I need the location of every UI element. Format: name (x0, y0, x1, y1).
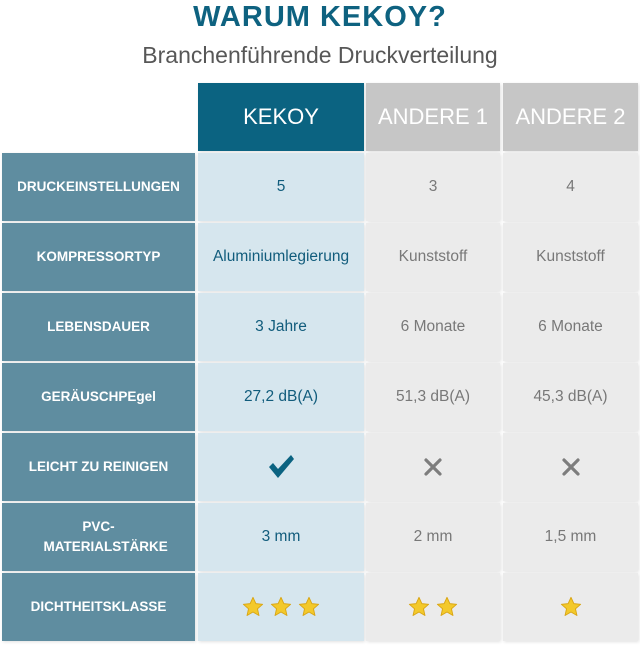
cell-andere1-dichtheitsklasse (366, 573, 500, 641)
cell-andere2-pvc-materialstaerke: 1,5 mm (503, 503, 638, 571)
cell-andere1-kompressortyp: Kunststoff (366, 223, 500, 291)
star-icon (408, 596, 430, 618)
page-title: WARUM KEKOY? (193, 1, 447, 33)
star-rating (242, 596, 320, 618)
row-label-geraeuschpegel: GERÄUSCHPEgel (2, 363, 195, 431)
cross-icon (562, 458, 580, 476)
row-label-kompressortyp: KOMPRESSORTYP (2, 223, 195, 291)
cell-kekoy-kompressortyp: Aluminiumlegierung (198, 223, 364, 291)
cell-andere2-leicht-zu-reinigen (503, 433, 638, 501)
cell-andere1-geraeuschpegel: 51,3 dB(A) (366, 363, 500, 431)
star-icon (298, 596, 320, 618)
column-header-kekoy: KEKOY (198, 83, 364, 151)
star-icon (270, 596, 292, 618)
row-label-leicht-zu-reinigen: LEICHT ZU REINIGEN (2, 433, 195, 501)
row-label-druckeinstellungen: DRUCKEINSTELLUNGEN (2, 153, 195, 221)
cell-kekoy-druckeinstellungen: 5 (198, 153, 364, 221)
cell-andere1-lebensdauer: 6 Monate (366, 293, 500, 361)
row-label-text: PVC-MATERIALSTÄRKE (43, 519, 168, 554)
cell-andere1-pvc-materialstaerke: 2 mm (366, 503, 500, 571)
cell-kekoy-lebensdauer: 3 Jahre (198, 293, 364, 361)
star-icon (242, 596, 264, 618)
cell-andere1-druckeinstellungen: 3 (366, 153, 500, 221)
star-rating (560, 596, 582, 618)
star-icon (436, 596, 458, 618)
cross-icon (424, 458, 442, 476)
column-header-andere-1: ANDERE 1 (366, 83, 500, 151)
page-subtitle: Branchenführende Druckverteilung (142, 42, 498, 68)
row-label-lebensdauer: LEBENSDAUER (2, 293, 195, 361)
cell-kekoy-dichtheitsklasse (198, 573, 364, 641)
cell-kekoy-geraeuschpegel: 27,2 dB(A) (198, 363, 364, 431)
star-rating (408, 596, 458, 618)
cell-andere2-dichtheitsklasse (503, 573, 638, 641)
star-icon (560, 596, 582, 618)
cell-andere2-druckeinstellungen: 4 (503, 153, 638, 221)
row-label-dichtheitsklasse: DICHTHEITSKLASSE (2, 573, 195, 641)
column-header-andere-2: ANDERE 2 (503, 83, 638, 151)
row-label-pvc-materialstaerke (2, 503, 195, 571)
cell-kekoy-pvc-materialstaerke: 3 mm (198, 503, 364, 571)
cell-andere2-lebensdauer: 6 Monate (503, 293, 638, 361)
cell-andere2-geraeuschpegel: 45,3 dB(A) (503, 363, 638, 431)
cell-andere2-kompressortyp: Kunststoff (503, 223, 638, 291)
checkmark-icon (267, 454, 295, 480)
cell-kekoy-leicht-zu-reinigen (198, 433, 364, 501)
cell-andere1-leicht-zu-reinigen (366, 433, 500, 501)
